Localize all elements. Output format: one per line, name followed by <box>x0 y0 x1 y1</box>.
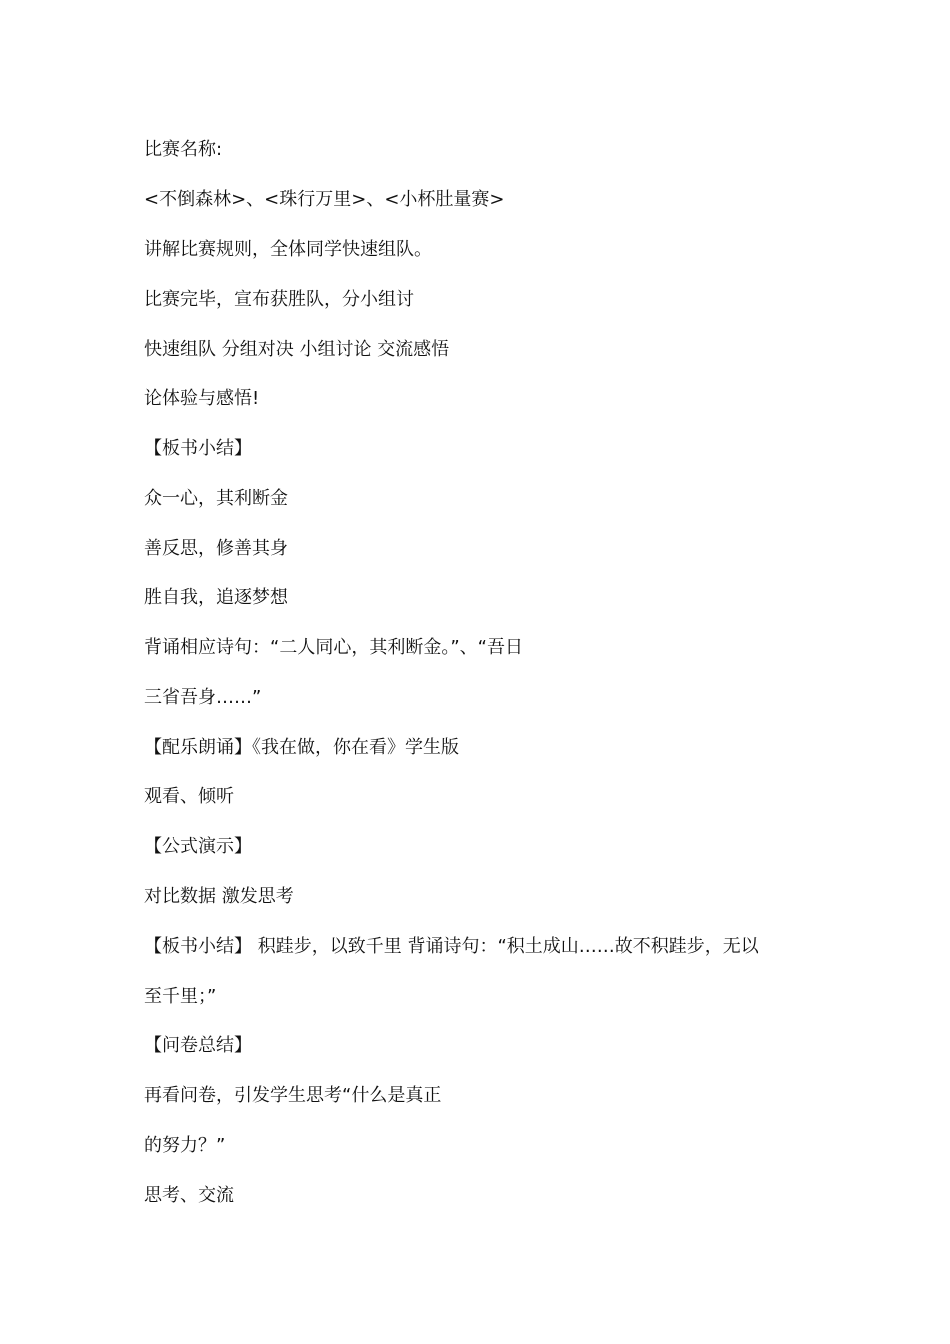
text-line: 对比数据 激发思考 <box>144 886 294 907</box>
text-line: 讲解比赛规则，全体同学快速组队。 <box>144 239 432 260</box>
text-line: 快速组队 分组对决 小组讨论 交流感悟 <box>144 339 450 360</box>
text-line: 背诵相应诗句：“二人同心，其利断金。”、“吾日 <box>144 637 523 658</box>
section-heading: 【问卷总结】 <box>144 1035 252 1056</box>
section-heading: 【公式演示】 <box>144 836 252 857</box>
text-line: <不倒森林>、<珠行万里>、<小杯肚量赛> <box>144 189 505 210</box>
text-line: 比赛名称: <box>144 139 223 160</box>
text-line: 善反思，修善其身 <box>144 538 288 559</box>
section-heading: 【板书小结】 <box>144 438 252 459</box>
text-line: 胜自我，追逐梦想 <box>144 587 288 608</box>
text-line: 论体验与感悟! <box>144 388 260 409</box>
text-line: 比赛完毕，宣布获胜队，分小组讨 <box>144 289 414 310</box>
text-line: 再看问卷，引发学生思考“什么是真正 <box>144 1085 442 1106</box>
text-line: 众一心，其利断金 <box>144 488 288 509</box>
text-line: 思考、交流 <box>144 1185 234 1206</box>
section-heading: 【板书小结】 积跬步，以致千里 背诵诗句：“积土成山……故不积跬步，无以 <box>144 936 759 957</box>
text-line: 的努力？” <box>144 1135 226 1156</box>
section-heading: 【配乐朗诵】《我在做，你在看》学生版 <box>144 737 459 758</box>
text-line: 三省吾身……” <box>144 687 262 708</box>
text-line: 观看、倾听 <box>144 786 234 807</box>
text-line: 至千里；” <box>144 986 217 1007</box>
